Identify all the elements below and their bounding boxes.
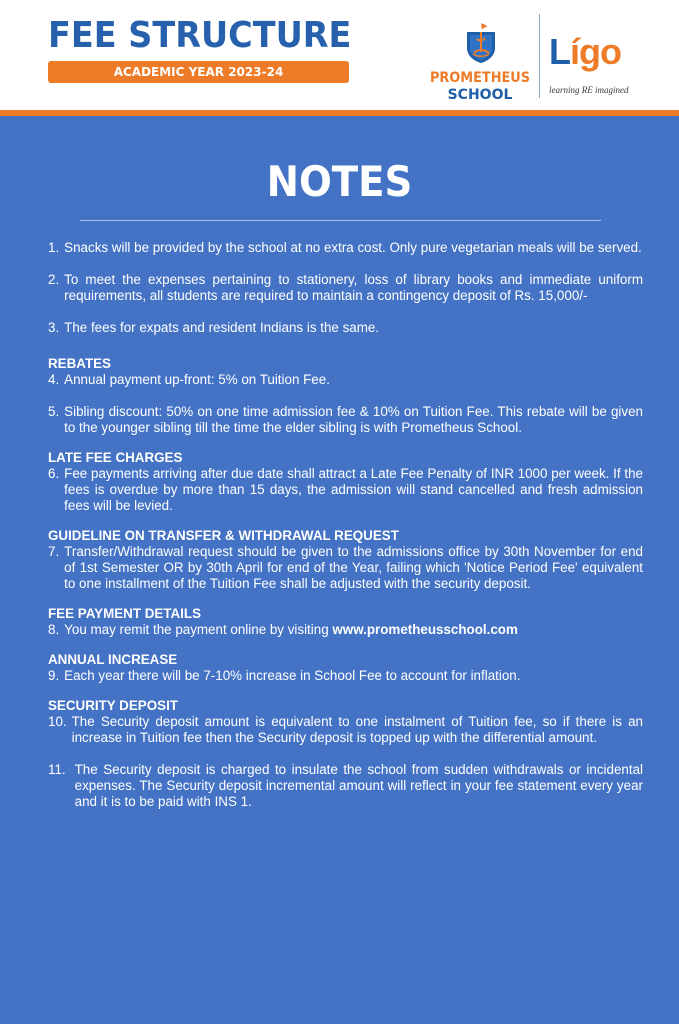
heading-rule — [80, 220, 601, 221]
header-banner — [0, 0, 679, 110]
school-website-link[interactable]: www.prometheusschool.com — [332, 622, 518, 637]
orange-stripe-divider — [0, 110, 679, 116]
school-name-line2: SCHOOL — [447, 87, 513, 103]
note-text: The fees for expats and resident Indians is the same. — [64, 320, 380, 335]
ligo-tagline: learning RE imagined — [549, 85, 629, 95]
note-number: 10. — [48, 714, 67, 729]
note-item — [48, 762, 643, 810]
note-number: 4. — [48, 372, 60, 387]
note-text: The Security deposit is charged to insulate the school from sudden withdrawals or incidental expenses. The Security deposit incremental amount will reflect in your fee statement every year and it is to be paid with INS 1. — [74, 762, 643, 809]
section-heading-annual-increase: ANNUAL INCREASE — [48, 652, 178, 667]
note-text: Annual payment up-front: 5% on Tuition Fee. — [64, 372, 330, 387]
note-text: The Security deposit amount is equivalent to one instalment of Tuition fee, so if there is an increase in Tuition fee then the Security deposit is topped up with the differential amount. — [71, 714, 643, 745]
note-text: Sibling discount: 50% on one time admission fee & 10% on Tuition Fee. This rebate will be given to the younger sibling till the time the elder sibling is with Prometheus School. — [64, 404, 643, 435]
section-heading-transfer: GUIDELINE ON TRANSFER & WITHDRAWAL REQUEST — [48, 528, 399, 543]
note-text: To meet the expenses pertaining to stationery, loss of library books and immediate uniform requirements, all students are required to maintain a contingency deposit of Rs. 15,000/- — [64, 272, 643, 303]
note-item — [48, 240, 643, 256]
note-number: 7. — [48, 544, 60, 559]
page-title: FEE STRUCTURE — [48, 15, 352, 56]
note-number: 5. — [48, 404, 60, 419]
note-text: Transfer/Withdrawal request should be given to the admissions office by 30th November for end of 1st Semester OR by 30th April for end of the Year, failing which 'Notice Period Fee' equivalent to one installment of the Tuition Fee shall be adjusted with the security deposit. — [64, 544, 643, 591]
note-number: 2. — [48, 272, 60, 287]
school-name-line1: PROMETHEUS — [429, 70, 531, 86]
section-heading-rebates: REBATES — [48, 356, 111, 371]
note-item — [48, 544, 643, 592]
note-text: Each year there will be 7-10% increase in School Fee to account for inflation. — [64, 668, 521, 683]
note-number: 6. — [48, 466, 60, 481]
logo-divider — [539, 14, 540, 98]
note-item — [48, 466, 643, 514]
section-heading-fee-payment: FEE PAYMENT DETAILS — [48, 606, 202, 621]
shield-crest-icon — [464, 22, 498, 64]
note-item — [48, 668, 643, 684]
note-number: 1. — [48, 240, 60, 255]
note-item — [48, 372, 643, 388]
note-item — [48, 714, 643, 746]
note-text: Snacks will be provided by the school at no extra cost. Only pure vegetarian meals will be served. — [64, 240, 642, 255]
note-item — [48, 622, 643, 638]
note-item — [48, 320, 643, 336]
note-number: 3. — [48, 320, 60, 335]
notes-content — [48, 240, 643, 826]
note-number: 9. — [48, 668, 60, 683]
section-heading-security-deposit: SECURITY DEPOSIT — [48, 698, 178, 713]
section-heading-late-fee: LATE FEE CHARGES — [48, 450, 183, 465]
note-item — [48, 404, 643, 436]
note-text-prefix: You may remit the payment online by visiting — [64, 622, 333, 637]
ligo-i: í — [570, 31, 580, 72]
ligo-logo — [549, 30, 621, 74]
ligo-go: go — [579, 31, 621, 72]
note-number: 11. — [48, 762, 66, 777]
prometheus-school-logo — [424, 14, 536, 104]
ligo-l: L — [549, 31, 570, 72]
note-item — [48, 272, 643, 304]
academic-year-badge: ACADEMIC YEAR 2023-24 — [48, 61, 349, 83]
note-number: 8. — [48, 622, 60, 637]
note-text: Fee payments arriving after due date shall attract a Late Fee Penalty of INR 1000 per week. If the fees is overdue by more than 15 days, the admission will stand cancelled and fresh admission fees will be levied. — [64, 466, 643, 513]
note-text — [64, 622, 643, 638]
notes-heading: NOTES — [266, 157, 413, 206]
